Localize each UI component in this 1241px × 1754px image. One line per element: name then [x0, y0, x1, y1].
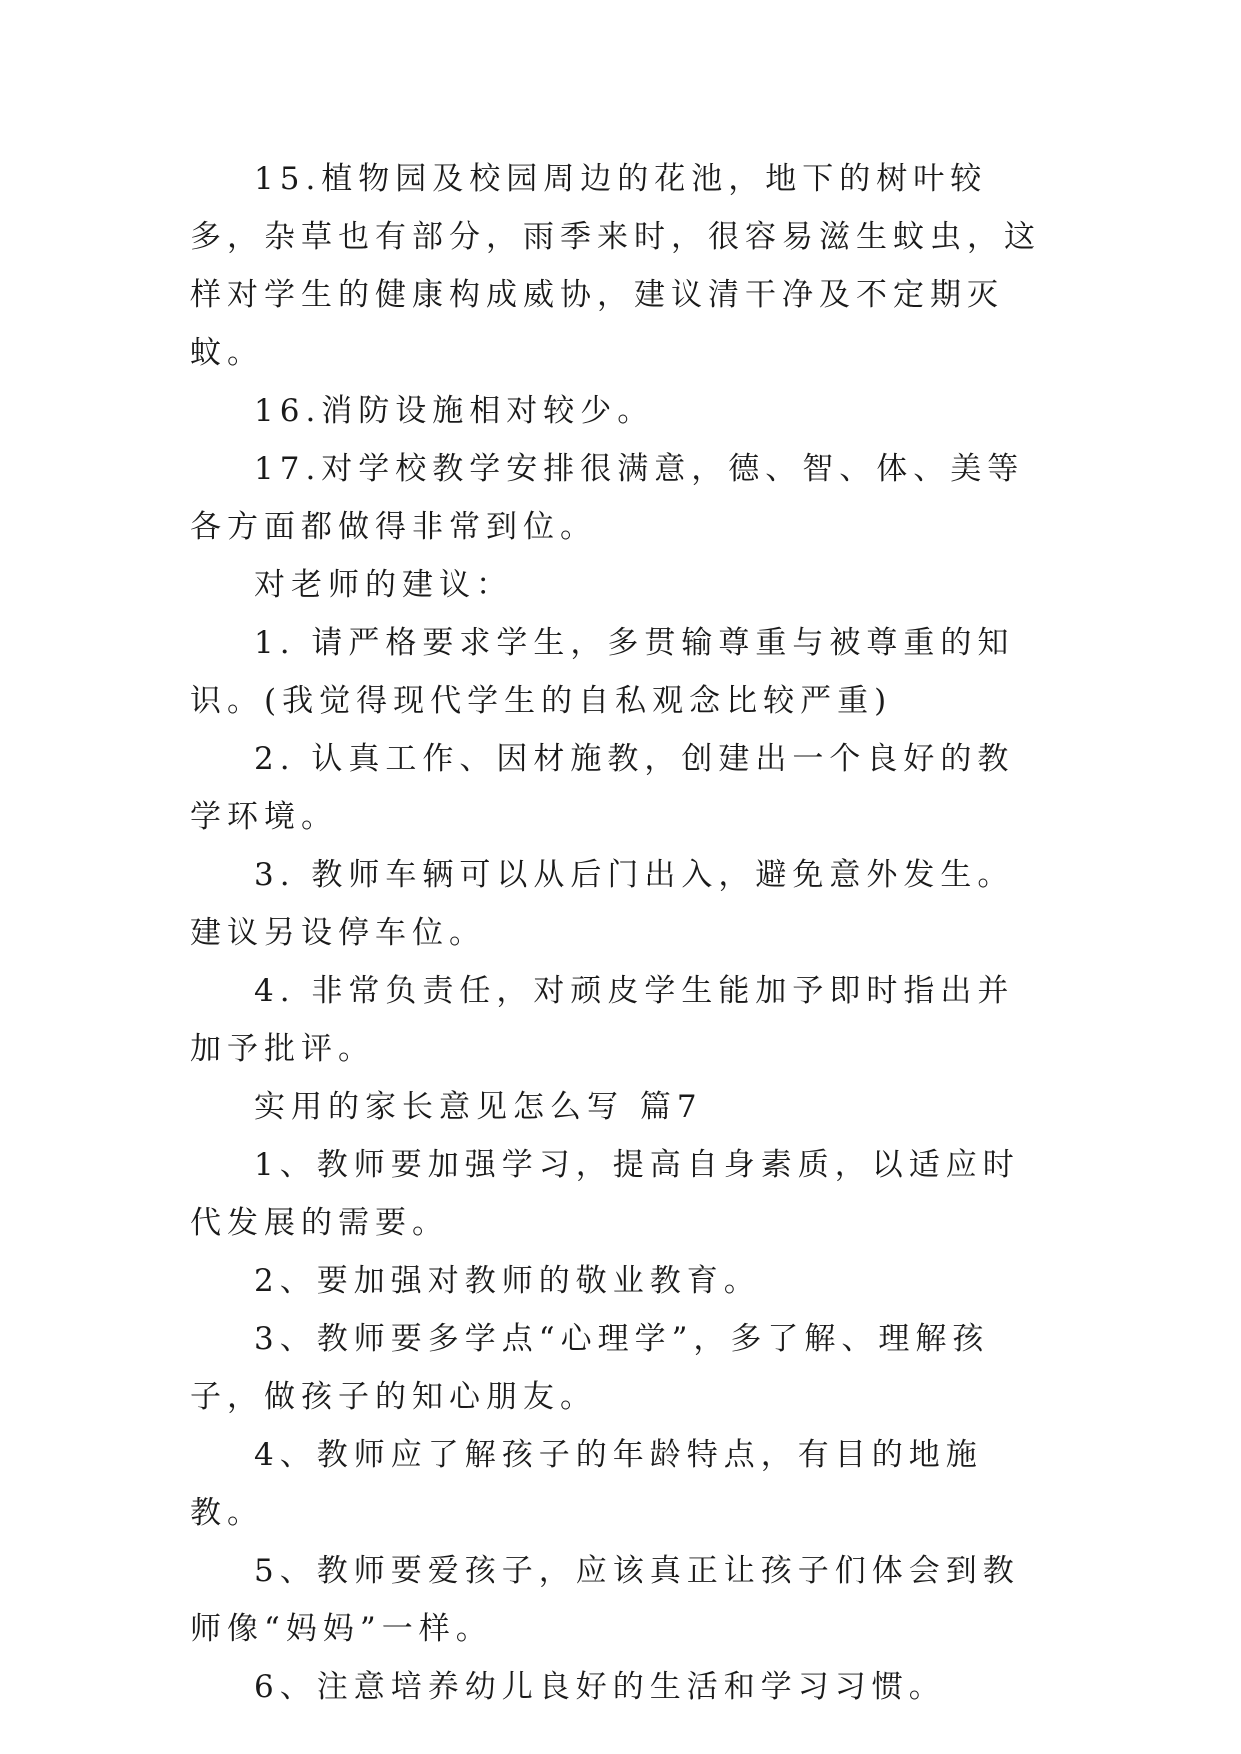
suggestion-item-3: 3. 教师车辆可以从后门出入，避免意外发生。建议另设停车位。: [190, 857, 1015, 951]
opinion-item-3: 3、教师要多学点“心理学”，多了解、理解孩子，做孩子的知心朋友。: [190, 1321, 990, 1415]
document-body: [190, 150, 1050, 1716]
paragraph-item-16: 16.消防设施相对较少。: [254, 393, 655, 429]
section-heading-part-7: 实用的家长意见怎么写 篇7: [254, 1089, 703, 1125]
opinion-item-2: 2、要加强对教师的敬业教育。: [254, 1263, 761, 1299]
opinion-item-4: 4、教师应了解孩子的年龄特点，有目的地施教。: [190, 1437, 983, 1531]
paragraph-item-17: 17.对学校教学安排很满意，德、智、体、美等各方面都做得非常到位。: [190, 451, 1025, 545]
suggestion-item-2: 2. 认真工作、因材施教，创建出一个良好的教学环境。: [190, 741, 1015, 835]
opinion-item-1: 1、教师要加强学习，提高自身素质，以适应时代发展的需要。: [190, 1147, 1020, 1241]
paragraph-item-15: 15.植物园及校园周边的花池，地下的树叶较多，杂草也有部分，雨季来时，很容易滋生蚊虫，这样对学生的健康构成威协，建议清干净及不定期灭蚊。: [190, 161, 1041, 371]
suggestion-item-4: 4. 非常负责任，对顽皮学生能加予即时指出并加予批评。: [190, 973, 1015, 1067]
opinion-item-5: 5、教师要爱孩子，应该真正让孩子们体会到教师像“妈妈”一样。: [190, 1553, 1020, 1647]
suggestion-item-1: 1. 请严格要求学生，多贯输尊重与被尊重的知识。(我觉得现代学生的自私观念比较严重): [190, 625, 1015, 719]
opinion-item-6: 6、注意培养幼儿良好的生活和学习习惯。: [254, 1669, 946, 1705]
section-heading-teacher-suggestions: 对老师的建议：: [254, 567, 513, 603]
